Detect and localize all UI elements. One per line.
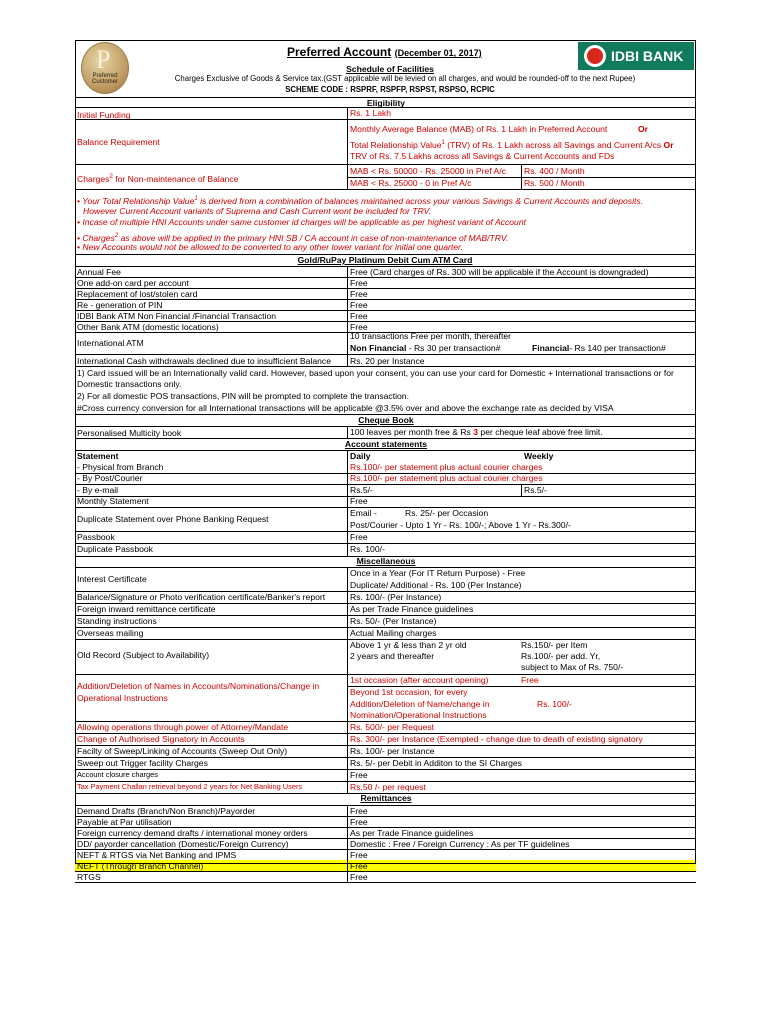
- gst-note: Charges Exclusive of Goods & Service tax.(GST applicable will be levied on all charges, and would be rounded-off to the next Rupee): [174, 74, 636, 83]
- atm-row-label: Annual Fee: [77, 267, 121, 277]
- atm-row-label: One add-on card per account: [77, 278, 189, 288]
- initial-funding-value: Rs. 1 Lakh: [350, 108, 392, 118]
- remittance-row-label: Foreign currency demand drafts / international money orders: [77, 828, 308, 838]
- remittance-row-label: DD/ payorder cancellation (Domestic/Foreign Currency): [77, 839, 289, 849]
- remittance-row-value: Free: [350, 850, 368, 860]
- atm-row-label: Other Bank ATM (domestic locations): [77, 322, 219, 332]
- misc-heading: Miscellaneous: [356, 556, 416, 566]
- balance-line-2: Total Relationship Value$^1$ (TRV) of Rs. 1 Lakh across all Savings and Current A/cs Or: [350, 139, 674, 150]
- remittance-row-value: Domestic : Free / Foreign Currency : As per TF guidelines: [350, 839, 570, 849]
- row-divider: [75, 882, 696, 883]
- atm-row-label: Re - generation of PIN: [77, 300, 163, 310]
- idbi-bank-logo: IDBI BANK: [578, 42, 694, 70]
- remittance-row-value: As per Trade Finance guidelines: [350, 828, 474, 838]
- atm-note-1: 1) Card issued will be an Internationally valid card. However, based upon your consent, you can use your card for Domestic + International transactions or for: [77, 368, 674, 378]
- atm-row-value: Free: [350, 300, 368, 310]
- initial-funding-label: Initial Funding: [77, 110, 131, 120]
- balance-line-3: TRV of Rs. 7.5 Lakhs across all Savings & Current Accounts and FDs: [350, 151, 615, 161]
- atm-row-label: IDBI Bank ATM Non Financial /Financial Transaction: [77, 311, 277, 321]
- declined-label: International Cash withdrawals declined due to insufficient Balance: [77, 356, 331, 366]
- balance-requirement-label: Balance Requirement: [77, 137, 160, 147]
- balance-line-1: Monthly Average Balance (MAB) of Rs. 1 Lakh in Preferred Account: [350, 124, 608, 134]
- page-title: Preferred Account (December 01, 2017): [287, 45, 482, 59]
- atm-note-2: 2) For all domestic POS transactions, PIN will be prompted to complete the transaction.: [77, 391, 409, 401]
- remittance-row-label: NEFT & RTGS via Net Banking and IPMS: [77, 850, 237, 860]
- schedule-heading: Schedule of Facilities: [346, 64, 434, 74]
- atm-row-value: Free (Card charges of Rs. 300 will be applicable if the Account is downgraded): [350, 267, 649, 277]
- scheme-code: SCHEME CODE : RSPRF, RSPFP, RSPST, RSPSO, RCPIC: [285, 85, 495, 94]
- remittance-row-value: Free: [350, 861, 368, 871]
- cheque-label: Personalised Multicity book: [77, 428, 182, 438]
- atm-row-value: Free: [350, 278, 368, 288]
- row-divider: [75, 299, 696, 300]
- remittance-row-label: Demand Drafts (Branch/Non Branch)/Payorder: [77, 806, 256, 816]
- atm-row-value: Free: [350, 289, 368, 299]
- atm-row-value: Free: [350, 322, 368, 332]
- eligibility-heading: Eligibility: [366, 98, 406, 108]
- note-charges: • Charges$^2$ as above will be applied in the primary HNI SB / CA account in case of non-maintenance of MAB/TRV.: [77, 232, 509, 243]
- row-divider: [75, 871, 696, 872]
- charges-label: Charges$^2$ for Non-maintenance of Balance: [77, 173, 239, 184]
- note-trv: • Your Total Relationship Value$^1$ is derived from a combination of balances maintained across your various Savings & Current Accounts and deposits.: [77, 195, 644, 206]
- atm-row-value: Free: [350, 311, 368, 321]
- atm-heading: Gold/RuPay Platinum Debit Cum ATM Card: [297, 255, 473, 265]
- remittance-row-label: Payable at Par utilisation: [77, 817, 172, 827]
- remittance-row-value: Free: [350, 872, 368, 882]
- statements-heading: Account statements: [344, 439, 428, 449]
- column-divider: [347, 805, 348, 882]
- remittances-heading: Remittances: [360, 793, 412, 803]
- idbi-emblem-icon: [584, 45, 606, 67]
- remittance-row-value: Free: [350, 806, 368, 816]
- intl-atm-label: International ATM: [77, 338, 144, 348]
- remittance-row-value: Free: [350, 817, 368, 827]
- cheque-value: 100 leaves per month free & Rs 3 per cheque leaf above free limit.: [350, 427, 603, 437]
- atm-row-label: Replacement of lost/stolen card: [77, 289, 198, 299]
- cheque-heading: Cheque Book: [358, 415, 414, 425]
- remittance-row-label: NEFT (Through Branch Channel): [77, 861, 204, 871]
- note-hni: • Incase of multiple HNI Accounts under same customer id charges will be applicable as per highest variant of Account: [77, 217, 526, 227]
- atm-note-3: #Cross currency conversion for all International transactions will be applicable @3.5% over and above the exchange rate as decided by VISA: [77, 403, 614, 413]
- preferred-customer-logo: P Preferred Customer: [81, 42, 129, 94]
- note-new-accounts: • New Accounts would not be allowed to be converted to any other lower variant for initial one quarter.: [77, 242, 463, 252]
- remittance-row-label: RTGS: [77, 872, 101, 882]
